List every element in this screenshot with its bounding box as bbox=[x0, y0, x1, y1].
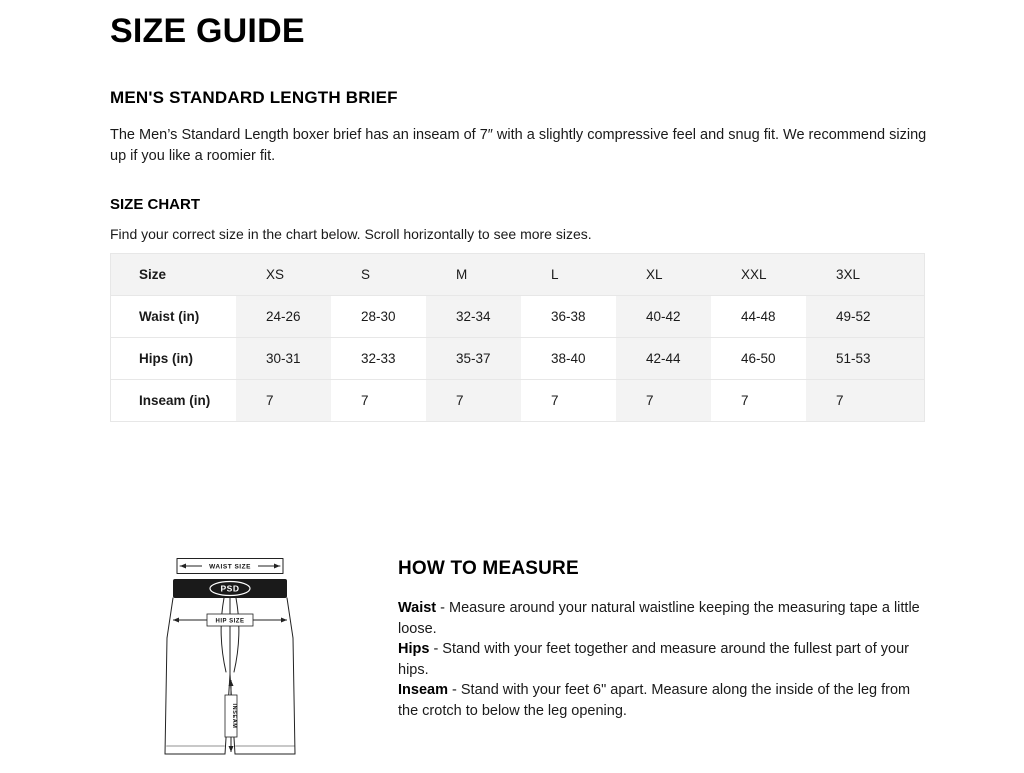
table-cell: 28-30 bbox=[331, 296, 426, 338]
inseam-label: INSEAM bbox=[231, 703, 238, 729]
table-cell: 40-42 bbox=[616, 296, 711, 338]
measure-section bbox=[110, 558, 1024, 773]
size-table-header-row bbox=[111, 254, 925, 296]
table-header-cell-partial bbox=[901, 254, 925, 296]
table-cell: 32-34 bbox=[426, 296, 521, 338]
measure-item bbox=[398, 639, 933, 680]
table-row-label: Inseam (in) bbox=[111, 380, 236, 422]
table-header-cell: Size bbox=[111, 254, 236, 296]
measure-text: - Measure around your natural waistline keeping the measuring tape a little loose. bbox=[398, 600, 920, 637]
table-cell: 46-50 bbox=[711, 338, 806, 380]
table-cell: 44-48 bbox=[711, 296, 806, 338]
size-chart-table bbox=[111, 254, 925, 421]
size-chart-scroll-area[interactable] bbox=[110, 253, 925, 422]
hip-size-label: HIP SIZE bbox=[215, 618, 245, 625]
table-row-label: Hips (in) bbox=[111, 338, 236, 380]
size-chart-heading: SIZE CHART bbox=[110, 196, 200, 213]
table-cell: 35-37 bbox=[426, 338, 521, 380]
measure-term: Inseam bbox=[398, 682, 448, 698]
table-cell: 7 bbox=[616, 380, 711, 422]
table-cell-partial bbox=[901, 338, 925, 380]
table-row bbox=[111, 296, 925, 338]
hip-arrow-right-icon bbox=[281, 618, 287, 623]
hip-arrow-left-icon bbox=[173, 618, 179, 623]
table-cell: 7 bbox=[236, 380, 331, 422]
brand-logo: PSD bbox=[220, 583, 240, 594]
table-cell-partial bbox=[901, 380, 925, 422]
product-description: The Men’s Standard Length boxer brief has an inseam of 7″ with a slightly compressive feel and snug fit. We recommend sizing up if you like a roomier fit. bbox=[110, 127, 927, 164]
waist-size-label: WAIST SIZE bbox=[209, 563, 251, 571]
table-cell: 30-31 bbox=[236, 338, 331, 380]
table-cell: 36-38 bbox=[521, 296, 616, 338]
table-header-cell: M bbox=[426, 254, 521, 296]
size-chart-note: Find your correct size in the chart below. Scroll horizontally to see more sizes. bbox=[110, 226, 592, 242]
table-cell-partial bbox=[901, 296, 925, 338]
table-cell: 7 bbox=[806, 380, 901, 422]
size-table-body bbox=[111, 296, 925, 422]
table-row bbox=[111, 380, 925, 422]
how-to-measure bbox=[398, 558, 933, 721]
table-cell: 51-53 bbox=[806, 338, 901, 380]
table-cell: 24-26 bbox=[236, 296, 331, 338]
waist-arrow-left-icon bbox=[180, 564, 186, 569]
measure-term: Waist bbox=[398, 600, 437, 616]
waist-arrow-right-icon bbox=[274, 564, 280, 569]
table-cell: 38-40 bbox=[521, 338, 616, 380]
table-row-label: Waist (in) bbox=[111, 296, 236, 338]
table-header-cell: XXL bbox=[711, 254, 806, 296]
product-subtitle: MEN'S STANDARD LENGTH BRIEF bbox=[110, 88, 398, 107]
table-header-cell: S bbox=[331, 254, 426, 296]
measure-term: Hips bbox=[398, 641, 430, 657]
table-cell: 7 bbox=[426, 380, 521, 422]
table-header-cell: L bbox=[521, 254, 616, 296]
boxer-brief-diagram-svg bbox=[155, 558, 305, 773]
table-cell: 7 bbox=[711, 380, 806, 422]
brief-diagram bbox=[110, 558, 398, 773]
table-header-cell: XL bbox=[616, 254, 711, 296]
measure-text: - Stand with your feet together and measure around the fullest part of your hips. bbox=[398, 641, 910, 678]
table-cell: 32-33 bbox=[331, 338, 426, 380]
page-title: SIZE GUIDE bbox=[110, 12, 305, 50]
measure-item bbox=[398, 680, 933, 721]
how-to-measure-heading: HOW TO MEASURE bbox=[398, 558, 579, 579]
table-header-cell: 3XL bbox=[806, 254, 901, 296]
table-cell: 42-44 bbox=[616, 338, 711, 380]
measure-text: - Stand with your feet 6" apart. Measure along the inside of the leg from the crotch to below the leg opening. bbox=[398, 682, 911, 719]
inseam-arrow-bottom-icon bbox=[229, 746, 234, 752]
measure-item bbox=[398, 598, 933, 639]
table-cell: 49-52 bbox=[806, 296, 901, 338]
table-row bbox=[111, 338, 925, 380]
table-cell: 7 bbox=[331, 380, 426, 422]
how-to-measure-list bbox=[398, 598, 933, 721]
table-header-cell: XS bbox=[236, 254, 331, 296]
table-cell: 7 bbox=[521, 380, 616, 422]
